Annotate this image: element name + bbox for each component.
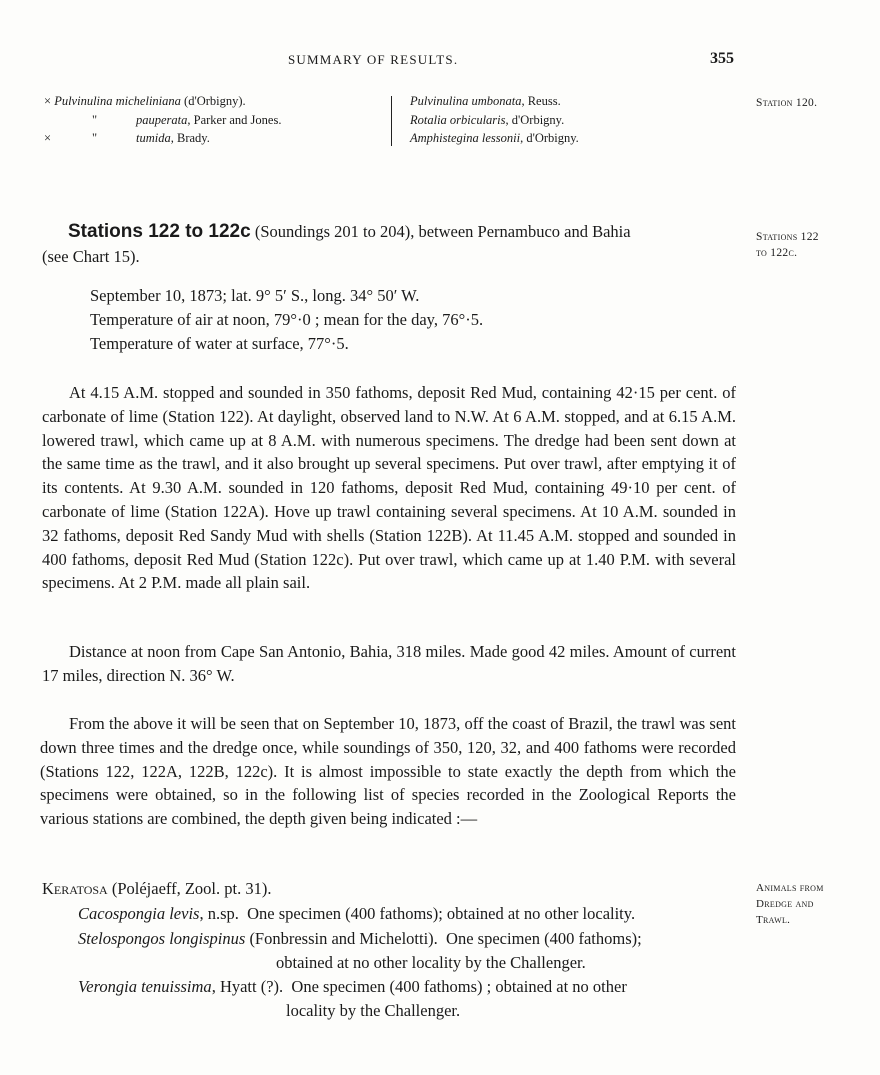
- species-row: [136, 113, 281, 128]
- ditto-mark: ": [92, 131, 98, 145]
- species-name: Cacospongia levis: [78, 904, 200, 923]
- species-note: One specimen (400 fathoms); obtained at no other locality.: [247, 904, 636, 923]
- section-heading-chart: (see Chart 15).: [42, 247, 140, 266]
- species-author: , Hyatt (?).: [211, 977, 284, 996]
- cross-mark: ×: [44, 94, 52, 108]
- cross-mark: ×: [44, 131, 52, 145]
- species-entry: [78, 929, 642, 949]
- margin-note-animals: [756, 880, 824, 928]
- species-name: Rotalia orbicularis: [410, 113, 506, 127]
- species-author: , d'Orbigny.: [505, 113, 565, 127]
- keratosa-heading: [42, 879, 271, 899]
- group-reference: (Poléjaeff, Zool. pt. 31).: [107, 879, 272, 898]
- margin-note-line: Animals from: [756, 882, 824, 894]
- species-row: [410, 131, 579, 146]
- margin-note-station-120: Station 120.: [756, 97, 818, 109]
- distance-paragraph: Distance at noon from Cape San Antonio, Bahia, 318 miles. Made good 42 miles. Amount of current 17 miles, direction N. 36° W.: [42, 642, 736, 685]
- species-name: Stelospongos longispinus: [78, 929, 246, 948]
- species-name: Verongia tenuissima: [78, 977, 212, 996]
- species-author: (Fonbressin and Michelotti).: [245, 929, 438, 948]
- species-note-continuation: locality by the Challenger.: [286, 1001, 461, 1020]
- column-divider: [391, 96, 392, 146]
- section-heading-route: (Soundings 201 to 204), between Pernambuco and Bahia: [250, 222, 631, 241]
- ditto-mark: ": [92, 113, 98, 127]
- species-note-continuation: obtained at no other locality by the Challenger.: [276, 953, 586, 972]
- margin-note-line: Stations 122: [756, 231, 819, 243]
- species-entry: [78, 904, 635, 924]
- species-note: One specimen (400 fathoms);: [446, 929, 642, 948]
- margin-note-stations-122: [756, 229, 819, 261]
- margin-note-line: Trawl.: [756, 914, 791, 926]
- species-row: [136, 131, 210, 146]
- weather-line-date: September 10, 1873; lat. 9° 5′ S., long. 34° 50′ W.: [90, 286, 420, 305]
- running-header-title: SUMMARY OF RESULTS.: [288, 52, 459, 67]
- species-row: [410, 94, 561, 109]
- species-author: , Reuss.: [521, 94, 561, 108]
- species-row: [410, 113, 564, 128]
- summary-paragraph: From the above it will be seen that on September 10, 1873, off the coast of Brazil, the trawl was sent down three times and the dredge once, while soundings of 350, 120, 32, and 400 fathoms were recorded (Stations 122, 122A, 122B, 122c). It is almost impossible to state exactly the depth from which the specimens were obtained, so in the following list of species recorded in the Zoological Reports the various stations are combined, the depth given being indicated :—: [40, 714, 736, 829]
- section-heading: [68, 221, 736, 243]
- species-note: One specimen (400 fathoms) ; obtained at no other: [291, 977, 627, 996]
- species-name: Pulvinulina micheliniana: [54, 94, 181, 108]
- species-entry: [78, 977, 627, 997]
- group-name: Keratosa: [42, 879, 108, 898]
- page-number: 355: [710, 50, 734, 67]
- species-author: , n.sp.: [199, 904, 239, 923]
- species-name: tumida: [136, 131, 171, 145]
- species-author: , Brady.: [170, 131, 210, 145]
- margin-note-line: Dredge and: [756, 898, 814, 910]
- species-author: , d'Orbigny.: [520, 131, 579, 145]
- species-author: (d'Orbigny).: [180, 94, 246, 108]
- species-author: , Parker and Jones.: [187, 113, 282, 127]
- species-name: Pulvinulina umbonata: [410, 94, 522, 108]
- species-name: pauperata: [136, 113, 188, 127]
- weather-line-water: Temperature of water at surface, 77°·5.: [90, 334, 349, 353]
- species-row: [44, 94, 246, 109]
- narrative-paragraph: At 4.15 A.M. stopped and sounded in 350 fathoms, deposit Red Mud, containing 42·15 per cent. of carbonate of lime (Station 122). At daylight, observed land to N.W. At 6 A.M. stopped, and at 6.15 A.M. lowered trawl, which came up at 8 A.M. with numerous specimens. The dredge had been sent down at the same time as the trawl, and it also brought up several specimens. Put over trawl, after emptying it of its contents. At 9.30 A.M. sounded in 120 fathoms, deposit Red Mud, containing 49·10 per cent. of carbonate of lime (Station 122A). Hove up trawl containing several specimens. At 10 A.M. sounded in 32 fathoms, deposit Red Sandy Mud with shells (Station 122B). At 11.45 A.M. stopped and sounded in 400 fathoms, deposit Red Mud (Station 122c). Put over trawl, which came up at 1.40 P.M. with several specimens. At 2 P.M. made all plain sail.: [42, 383, 736, 593]
- margin-note-line: to 122c.: [756, 247, 798, 259]
- section-heading-stations: Stations 122 to 122c: [68, 221, 251, 242]
- species-name: Amphistegina lessonii: [410, 131, 521, 145]
- weather-line-air: Temperature of air at noon, 79°·0 ; mean for the day, 76°·5.: [90, 310, 484, 329]
